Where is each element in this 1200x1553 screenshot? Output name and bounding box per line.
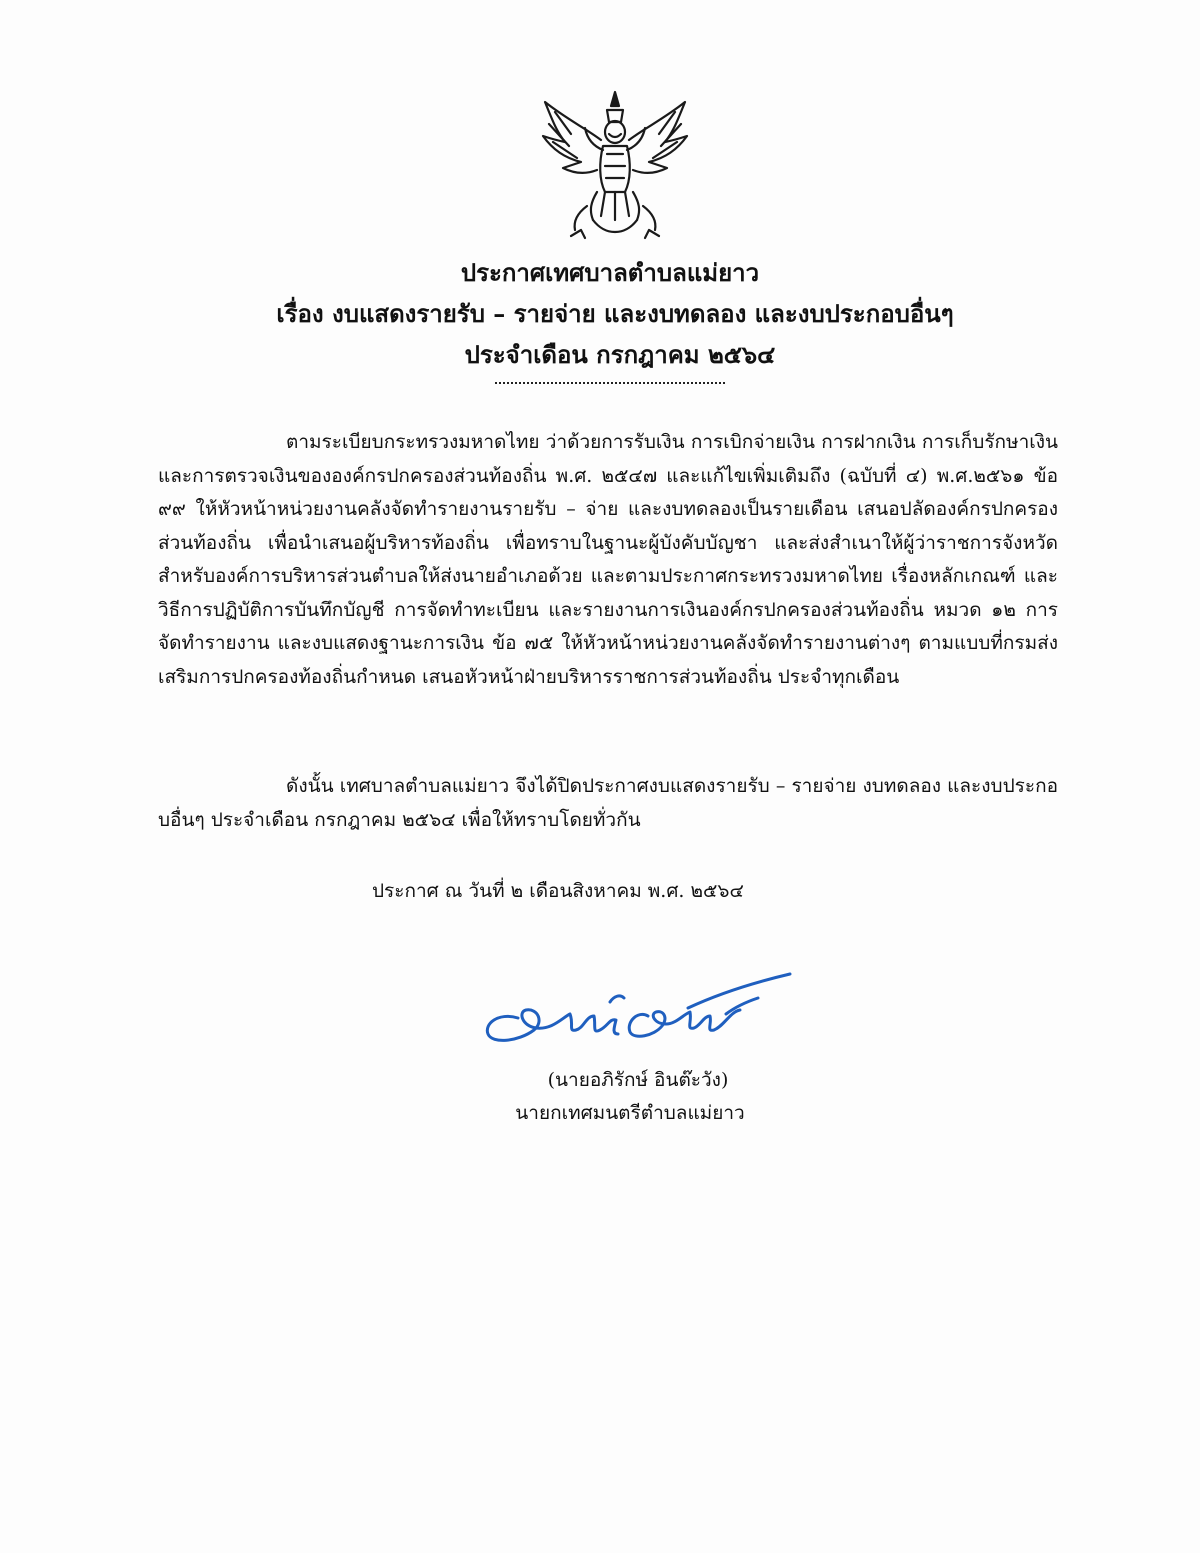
- garuda-emblem-icon: [535, 88, 695, 240]
- announcement-date: ประกาศ ณ วันที่ ๒ เดือนสิงหาคม พ.ศ. ๒๕๖๔: [372, 880, 744, 902]
- signer-position: นายกเทศมนตรีตำบลแม่ยาว: [515, 1102, 745, 1124]
- paragraph-2-text: ดังนั้น เทศบาลตำบลแม่ยาว จึงได้ปิดประกาศงบแสดงรายรับ – รายจ่าย งบทดลอง และงบประกอบอื่นๆ ประจำเดือน กรกฎาคม ๒๕๖๔ เพื่อให้ทราบโดยทั่วกัน: [158, 775, 1058, 831]
- title-block: [0, 252, 1200, 375]
- handwritten-signature: [478, 968, 798, 1058]
- announcement-subject: เรื่อง งบแสดงรายรับ – รายจ่าย และงบทดลอง และงบประกอบอื่นๆ: [276, 299, 954, 328]
- paragraph-1-text: ตามระเบียบกระทรวงมหาดไทย ว่าด้วยการรับเงิน การเบิกจ่ายเงิน การฝากเงิน การเก็บรักษาเงิน และการตรวจเงินขององค์กรปกครองส่วนท้องถิ่น พ.ศ. ๒๕๔๗ และแก้ไขเพิ่มเติมถึง (ฉบับที่ ๔) พ.ศ.๒๕๖๑ ข้อ ๙๙ ให้หัวหน้าหน่วยงานคลังจัดทำรายงานรายรับ – จ่าย และงบทดลองเป็นรายเดือน เสนอปลัดองค์กรปกครองส่วนท้องถิ่น เพื่อนำเสนอผู้บริหารท้องถิ่น เพื่อทราบในฐานะผู้บังคับบัญชา และส่งสำเนาให้ผู้ว่าราชการจังหวัด สำหรับองค์การบริหารส่วนตำบลให้ส่งนายอำเภอด้วย และตามประกาศกระทรวงมหาดไทย เรื่องหลักเกณฑ์ และวิธีการปฏิบัติการบันทึกบัญชี การจัดทำทะเบียน และรายงานการเงินองค์กรปกครองส่วนท้องถิ่น หมวด ๑๒ การจัดทำรายงาน และงบแสดงฐานะการเงิน ข้อ ๗๕ ให้หัวหน้าหน่วยงานคลังจัดทำรายงานต่างๆ ตามแบบที่กรมส่งเสริมการปกครองท้องถิ่นกำหนด เสนอหัวหน้าฝ่ายบริหารราชการส่วนท้องถิ่น ประจำทุกเดือน: [158, 431, 1058, 688]
- signer-name: (นายอภิรักษ์ อินต๊ะวัง): [547, 1069, 729, 1091]
- announcement-period: ประจำเดือน กรกฎาคม ๒๕๖๔: [464, 340, 776, 369]
- body-paragraph-1: [158, 426, 1058, 694]
- dotted-divider: [495, 382, 725, 384]
- signer-block: [430, 1064, 830, 1130]
- body-paragraph-2: [158, 770, 1058, 837]
- announcement-title: ประกาศเทศบาลตำบลแม่ยาว: [460, 258, 760, 287]
